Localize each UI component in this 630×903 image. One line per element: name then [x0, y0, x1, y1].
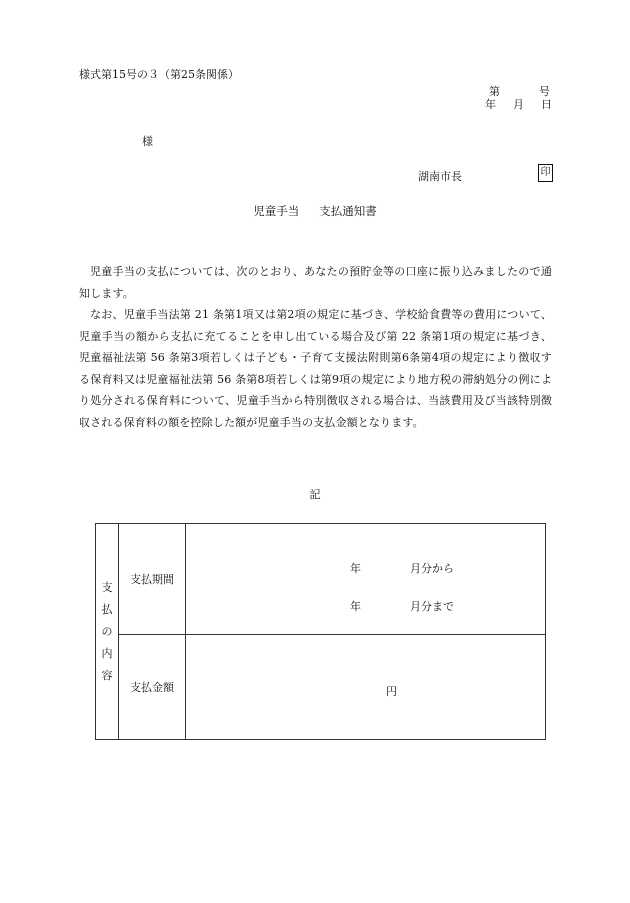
- date-day: 日: [541, 98, 552, 111]
- body-text: [79, 261, 552, 433]
- document-number-prefix: 第: [489, 85, 500, 98]
- side-header-char: の: [101, 624, 113, 638]
- ki-heading: 記: [309, 488, 321, 501]
- document-title: [0, 203, 630, 219]
- side-header-char: 払: [101, 602, 113, 616]
- side-header-char: 容: [101, 668, 113, 682]
- period-to-month: 月分まで: [410, 600, 454, 613]
- body-paragraph-1: 児童手当の支払については、次のとおり、あなたの預貯金等の口座に振り込みましたので通知します。: [79, 265, 552, 300]
- period-value-cell: [186, 524, 546, 635]
- period-label: 支払期間: [119, 524, 186, 635]
- date-month: 月: [513, 98, 524, 111]
- seal-stamp: 印: [538, 164, 553, 182]
- form-number: 様式第15号の３（第25条関係）: [79, 68, 239, 81]
- period-from-month: 月分から: [410, 562, 454, 575]
- amount-label: 支払金額: [119, 635, 186, 740]
- document-number-suffix: 号: [539, 85, 550, 98]
- title-part-2: 支払通知書: [319, 204, 377, 218]
- amount-unit: 円: [386, 685, 397, 698]
- side-header: [96, 524, 119, 740]
- period-from-year: 年: [350, 562, 361, 575]
- date-year: 年: [485, 98, 496, 111]
- addressee-honorific: 様: [142, 135, 153, 148]
- payment-details-table: [95, 523, 546, 740]
- side-header-char: 支: [101, 580, 113, 594]
- issuer-name: 湖南市長: [418, 170, 462, 183]
- amount-value-cell: [186, 635, 546, 740]
- period-to-year: 年: [350, 600, 361, 613]
- title-part-1: 児童手当: [253, 204, 300, 218]
- side-header-char: 内: [101, 646, 113, 660]
- body-paragraph-2: なお、児童手当法第 21 条第1項又は第2項の規定に基づき、学校給食費等の費用について、児童手当の額から支払に充てることを申し出ている場合及び第 22 条第1項の規定に基づき、児童福祉法第 56 条第3項若しくは子ども・子育て支援法附則第6条第4項の規定により徴収する保育料又は児童福祉法第 56 条第8項若しくは第9項の規定により地方税の滞納処分の例により処分される保育料について、児童手当から特別徴収される場合は、当該費用及び当該特別徴収される保育料の額を控除した額が児童手当の支払金額となります。: [79, 308, 552, 429]
